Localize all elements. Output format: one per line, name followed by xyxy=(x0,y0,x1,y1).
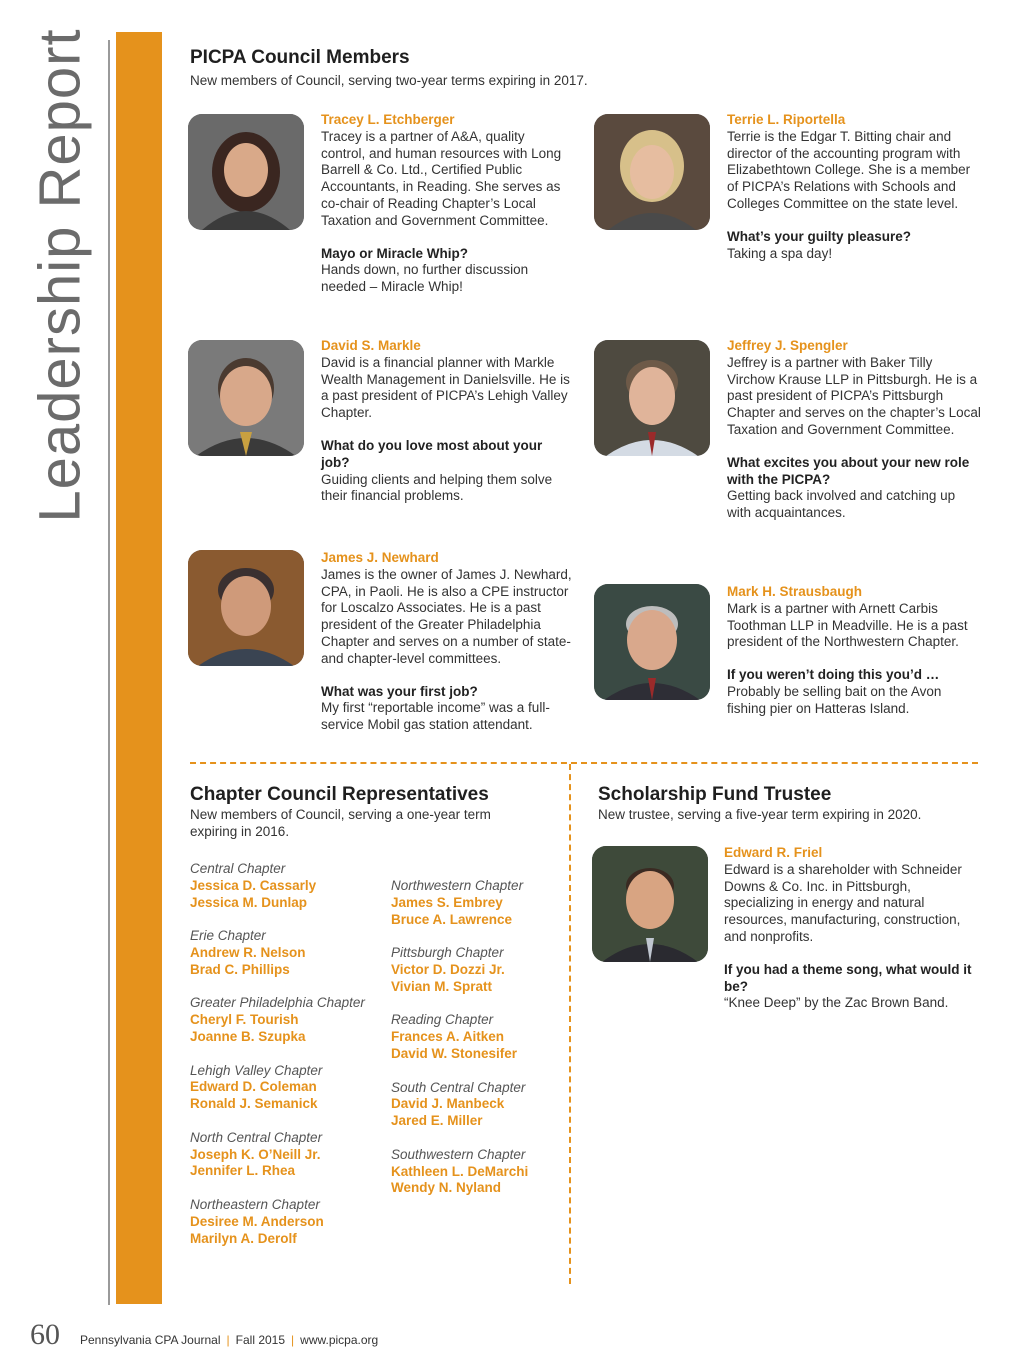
council-subtitle: New members of Council, serving two-year terms expiring in 2017. xyxy=(190,73,588,88)
chapter-name: Reading Chapter xyxy=(391,1012,494,1028)
rep-name: James S. Embrey xyxy=(391,894,503,910)
rep-name: Kathleen L. DeMarchi xyxy=(391,1163,529,1179)
member-text xyxy=(727,112,982,262)
chapter-name: Greater Philadelphia Chapter xyxy=(190,995,365,1011)
rep-name: Jennifer L. Rhea xyxy=(190,1163,296,1179)
scholarship-subtitle: New trustee, serving a five-year term expiring in 2020. xyxy=(598,807,922,822)
footer-separator: | xyxy=(291,1333,295,1347)
member-text xyxy=(321,550,576,734)
member-text xyxy=(321,338,571,505)
rep-name: Desiree M. Anderson xyxy=(190,1213,324,1229)
member-photo xyxy=(594,340,710,456)
chapter-group xyxy=(391,878,566,928)
page-footer xyxy=(30,1318,379,1351)
chapter-group xyxy=(190,1197,390,1247)
member-name: David S. Markle xyxy=(321,338,421,353)
member-bio: Mark is a partner with Arnett Carbis Toothman LLP in Meadville. He is a past president of the Northwestern Chapter. xyxy=(727,600,968,650)
page-number: 60 xyxy=(30,1318,60,1351)
trustee-text xyxy=(724,845,979,1012)
trustee-bio: Edward is a shareholder with Schneider Downs & Co. Inc. in Pittsburgh, specializing in energy and natural resources, manufacturing, construction, and nonprofits. xyxy=(724,861,962,944)
chapter-group xyxy=(391,1080,566,1130)
accent-bar xyxy=(116,32,162,1304)
issue-label: Fall 2015 xyxy=(235,1333,286,1347)
member-answer: Taking a spa day! xyxy=(727,245,833,261)
side-title-text: Leadership Report xyxy=(27,27,93,523)
chapter-group xyxy=(190,928,390,978)
member-bio: David is a financial planner with Markle Wealth Management in Danielsville. He is a past president of PICPA’s Lehigh Valley Chapter. xyxy=(321,354,570,421)
member-text xyxy=(321,112,571,296)
chapter-name: South Central Chapter xyxy=(391,1079,526,1095)
website-link[interactable]: www.picpa.org xyxy=(300,1333,379,1347)
rep-name: Brad C. Phillips xyxy=(190,961,290,977)
member-photo xyxy=(594,114,710,230)
chapter-group xyxy=(391,1012,566,1062)
rep-name: Jared E. Miller xyxy=(391,1113,483,1129)
chapter-name: North Central Chapter xyxy=(190,1129,323,1145)
chapter-group xyxy=(190,1130,390,1180)
council-title: PICPA Council Members xyxy=(190,47,410,68)
member-answer: Getting back involved and catching up with acquaintances. xyxy=(727,488,956,521)
member-text xyxy=(727,584,982,718)
rep-name: Jessica D. Cassarly xyxy=(190,877,317,893)
rep-name: David W. Stonesifer xyxy=(391,1045,518,1061)
rep-name: Ronald J. Semanick xyxy=(190,1096,318,1112)
column-divider xyxy=(569,764,571,1284)
member-answer: Probably be selling bait on the Avon fishing pier on Hatteras Island. xyxy=(727,683,942,716)
chapter-name: Lehigh Valley Chapter xyxy=(190,1062,323,1078)
scholarship-title: Scholarship Fund Trustee xyxy=(598,784,832,805)
member-photo xyxy=(594,584,710,700)
rep-name: Edward D. Coleman xyxy=(190,1079,317,1095)
chapter-list-left xyxy=(190,861,390,1264)
member-answer: My first “reportable income” was a full-service Mobil gas station attendant. xyxy=(321,700,550,733)
member-text xyxy=(727,338,982,522)
rep-name: Joseph K. O’Neill Jr. xyxy=(190,1146,321,1162)
member-photo xyxy=(188,550,304,666)
chapter-group xyxy=(391,945,566,995)
chapter-group xyxy=(190,1063,390,1113)
trustee-answer: “Knee Deep” by the Zac Brown Band. xyxy=(724,995,949,1011)
member-photo xyxy=(188,114,304,230)
rep-name: Vivian M. Spratt xyxy=(391,978,493,994)
chapter-name: Central Chapter xyxy=(190,861,286,876)
trustee-question: If you had a theme song, what would it be? xyxy=(724,961,972,994)
member-question: Mayo or Miracle Whip? xyxy=(321,245,469,261)
member-question: What excites you about your new role with the PICPA? xyxy=(727,454,970,487)
member-question: What’s your guilty pleasure? xyxy=(727,228,912,244)
member-name: Jeffrey J. Spengler xyxy=(727,338,848,353)
chapter-group xyxy=(391,1147,566,1197)
journal-name: Pennsylvania CPA Journal xyxy=(80,1333,221,1347)
rep-name: Marilyn A. Derolf xyxy=(190,1230,297,1246)
member-name: Mark H. Strausbaugh xyxy=(727,584,863,599)
member-bio: James is the owner of James J. Newhard, CPA, in Paoli. He is also a CPE instructor for Loscalzo Associates. He is a past president of the Greater Philadelphia Chapter and serves on a number of state- and chapter-level committees. xyxy=(321,566,572,666)
chapter-name: Pittsburgh Chapter xyxy=(391,945,504,961)
member-bio: Terrie is the Edgar T. Bitting chair and director of the accounting program with Elizabethtown College. She is a member of PICPA’s Relations with Schools and Colleges Committee on the state level. xyxy=(727,128,971,211)
rep-name: Cheryl F. Tourish xyxy=(190,1012,299,1028)
rep-name: David J. Manbeck xyxy=(391,1096,505,1112)
member-bio: Tracey is a partner of A&A, quality control, and human resources with Long Barrell & Co. Ltd., Certified Public Accountants, in Reading. She serves as co-chair of Reading Chapter’s Local Taxation and Government Committee. xyxy=(321,128,562,228)
member-name: Terrie L. Riportella xyxy=(727,112,846,127)
chapter-group xyxy=(190,995,390,1045)
member-bio: Jeffrey is a partner with Baker Tilly Virchow Krause LLP in Pittsburgh. He is a past president of PICPA’s Pittsburgh Chapter and serves on the chapter’s Local Taxation and Government Committee. xyxy=(727,354,981,437)
member-question: What do you love most about your job? xyxy=(321,437,543,470)
chapter-name: Erie Chapter xyxy=(190,928,266,944)
member-question: What was your first job? xyxy=(321,683,478,699)
rep-name: Frances A. Aitken xyxy=(391,1029,505,1045)
member-answer: Hands down, no further discussion needed – Miracle Whip! xyxy=(321,262,529,295)
member-answer: Guiding clients and helping them solve their financial problems. xyxy=(321,471,553,504)
side-title xyxy=(27,27,93,523)
chapter-list-right xyxy=(391,878,566,1214)
rep-name: Wendy N. Nyland xyxy=(391,1180,502,1196)
trustee-photo xyxy=(592,846,708,962)
member-name: James J. Newhard xyxy=(321,550,439,565)
rep-name: Jessica M. Dunlap xyxy=(190,894,308,910)
section-divider xyxy=(190,762,978,764)
rep-name: Joanne B. Szupka xyxy=(190,1028,306,1044)
chapter-reps-subtitle: New members of Council, serving a one-year term expiring in 2016. xyxy=(190,807,491,839)
rep-name: Victor D. Dozzi Jr. xyxy=(391,961,505,977)
rep-name: Andrew R. Nelson xyxy=(190,944,306,960)
chapter-name: Northwestern Chapter xyxy=(391,878,524,893)
member-name: Tracey L. Etchberger xyxy=(321,112,455,127)
member-question: If you weren’t doing this you’d … xyxy=(727,667,940,683)
footer-separator: | xyxy=(226,1333,230,1347)
chapter-name: Northeastern Chapter xyxy=(190,1196,320,1212)
chapter-group xyxy=(190,861,390,911)
trustee-name: Edward R. Friel xyxy=(724,845,823,860)
vertical-rule xyxy=(108,40,110,1305)
rep-name: Bruce A. Lawrence xyxy=(391,911,513,927)
chapter-name: Southwestern Chapter xyxy=(391,1146,526,1162)
member-photo xyxy=(188,340,304,456)
chapter-reps-title: Chapter Council Representatives xyxy=(190,784,489,805)
